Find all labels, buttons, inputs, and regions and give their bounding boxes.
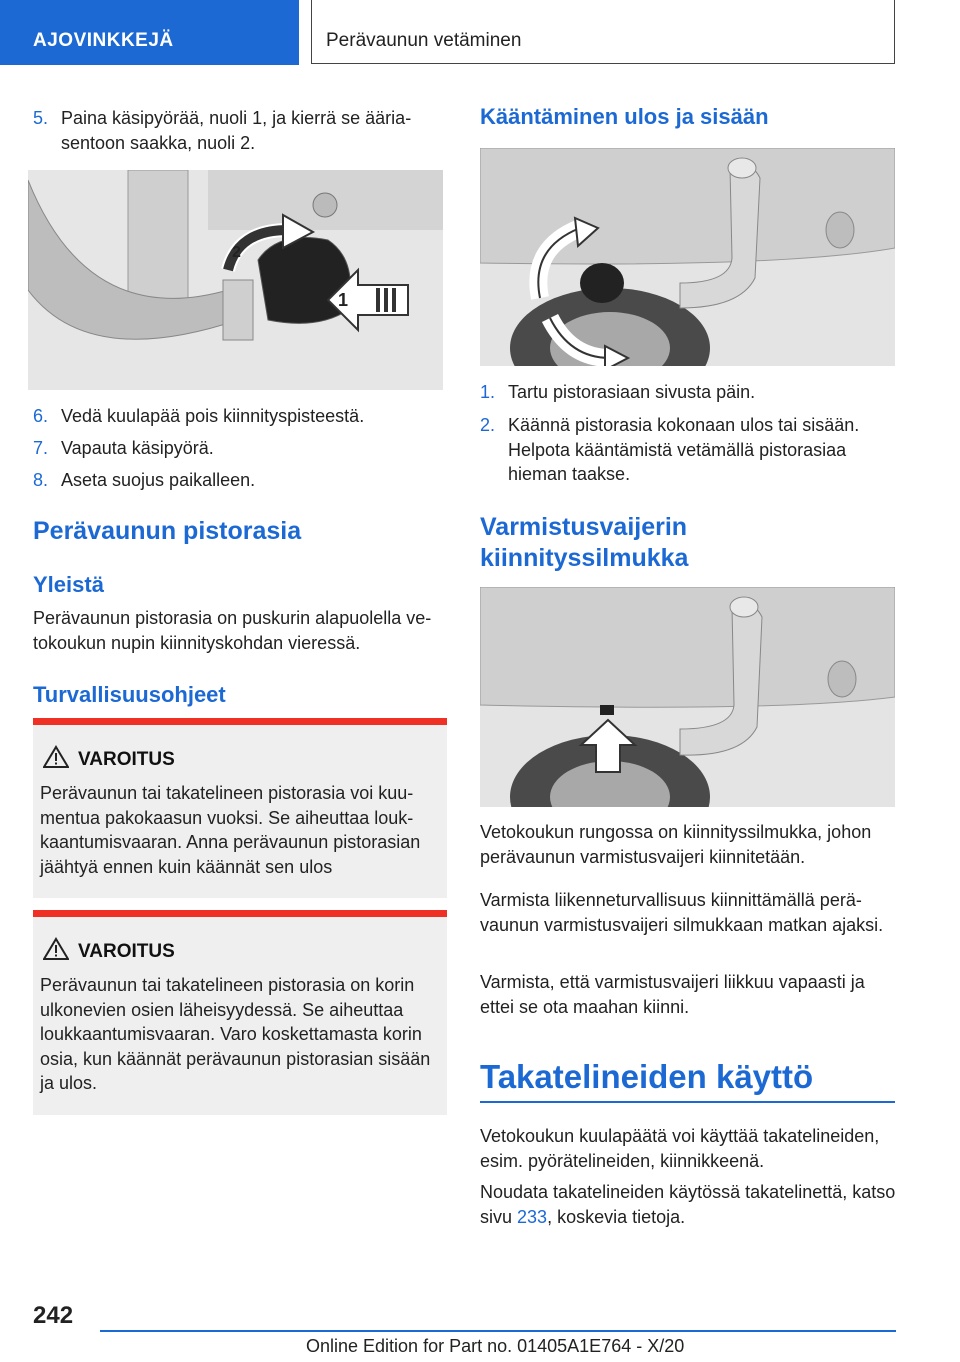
step-number: 1. [480, 382, 496, 402]
section-tab [0, 0, 299, 65]
step-text: Paina käsipyörää, nuoli 1, ja kierrä se ääriasentoon saakka, nuoli 2. [61, 108, 412, 153]
arrow-label-2: 2 [232, 244, 241, 261]
heading-safety: Turvallisuusohjeet [33, 682, 226, 707]
step-6 [33, 404, 453, 429]
carrier-text-pre: Noudata takatelineiden käytössä takatelinettä, katso sivu [480, 1182, 896, 1227]
heading-underline [480, 1101, 895, 1103]
general-paragraph: Perävaunun pistorasia on puskurin alapuolella vetokoukun nupin kiinnityskohdan vieressä. [33, 608, 432, 653]
step-8 [33, 468, 453, 493]
step-text: Tartu pistorasiaan sivusta päin. [508, 382, 756, 402]
step-number: 6. [33, 406, 49, 426]
step-2 [480, 413, 900, 487]
arrow-label-1: 1 [338, 290, 349, 310]
step-number: 5. [33, 108, 49, 128]
step-number: 2. [480, 415, 496, 435]
heading-eyelet: Varmistusvaijerin kiinnityssilmukka [480, 513, 689, 572]
step-text: Aseta suojus paikalleen. [61, 470, 256, 490]
step-7 [33, 436, 453, 461]
eyelet-paragraph-3: Varmista, että varmistusvaijeri liikkuu vapaasti ja ettei se ota maahan kiinni. [480, 972, 865, 1017]
warning-title: VAROITUS [78, 941, 175, 962]
edition-text: Online Edition for Part no. 01405A1E764 - X/20 [306, 1336, 685, 1356]
hand-wheel-illustration [28, 170, 443, 390]
warning-text: Perävaunun tai takatelineen pistorasia on korin ulkonevien osien läheisyydessä. Se aiheuttaa loukkaantumisvaaran. Varo koskettamasta korin osia, kun käännät perävaunun pistorasian sisään ja ulos. [40, 975, 431, 1093]
figure-eyelet [480, 587, 895, 807]
chapter-title: Perävaunun vetäminen [326, 30, 522, 51]
heading-trailer-socket: Perävaunun pistorasia [33, 517, 302, 545]
step-5 [33, 106, 453, 155]
step-number: 8. [33, 470, 49, 490]
eyelet-illustration [480, 587, 895, 807]
heading-carrier: Takatelineiden käyttö [480, 1058, 814, 1095]
eyelet-paragraph-2: Varmista liikenneturvallisuus kiinnittämällä perävaunun varmistusvaijeri silmukkaan matkan ajaksi. [480, 890, 884, 935]
warning-triangle-icon [43, 745, 69, 769]
step-number: 7. [33, 438, 49, 458]
figure-socket-swivel [480, 148, 895, 366]
carrier-paragraph-1: Vetokoukun kuulapäätä voi käyttää takatelineiden, esim. pyörätelineiden, kiinnikkeenä. [480, 1126, 880, 1171]
step-text: Vedä kuulapää pois kiinnityspisteestä. [61, 406, 365, 426]
warning-title: VAROITUS [78, 749, 175, 770]
heading-turning: Kääntäminen ulos ja sisään [480, 104, 769, 129]
figure-hand-wheel [28, 170, 443, 390]
warning-triangle-icon [43, 937, 69, 961]
carrier-text-post: , koskevia tietoja. [547, 1206, 686, 1227]
page-number: 242 [33, 1302, 74, 1329]
warning-box-2 [33, 910, 447, 1115]
warning-text: Perävaunun tai takatelineen pistorasia voi kuumentua pakokaasun vuoksi. Se aiheuttaa loukkaantumisvaaran. Anna perävaunun pistorasian jäähtyä ennen kuin käännät sen ulos [40, 783, 421, 877]
page-reference-link[interactable]: 233 [517, 1206, 548, 1227]
step-1 [480, 380, 900, 405]
step-text: Vapauta käsipyörä. [61, 438, 214, 458]
step-text: Käännä pistorasia kokonaan ulos tai sisään. Helpota kääntämistä vetämällä pistorasiaa hieman taakse. [508, 415, 860, 484]
socket-swivel-illustration [480, 148, 895, 366]
section-title: AJOVINKKEJÄ [33, 30, 174, 51]
chapter-tab [311, 0, 895, 64]
heading-general: Yleistä [33, 572, 104, 597]
footer-divider [100, 1330, 896, 1332]
warning-box-1 [33, 718, 447, 898]
carrier-paragraph-2 [480, 1180, 900, 1229]
eyelet-paragraph-1: Vetokoukun rungossa on kiinnityssilmukka, johon perävaunun varmistusvaijeri kiinnitetään. [480, 822, 872, 867]
